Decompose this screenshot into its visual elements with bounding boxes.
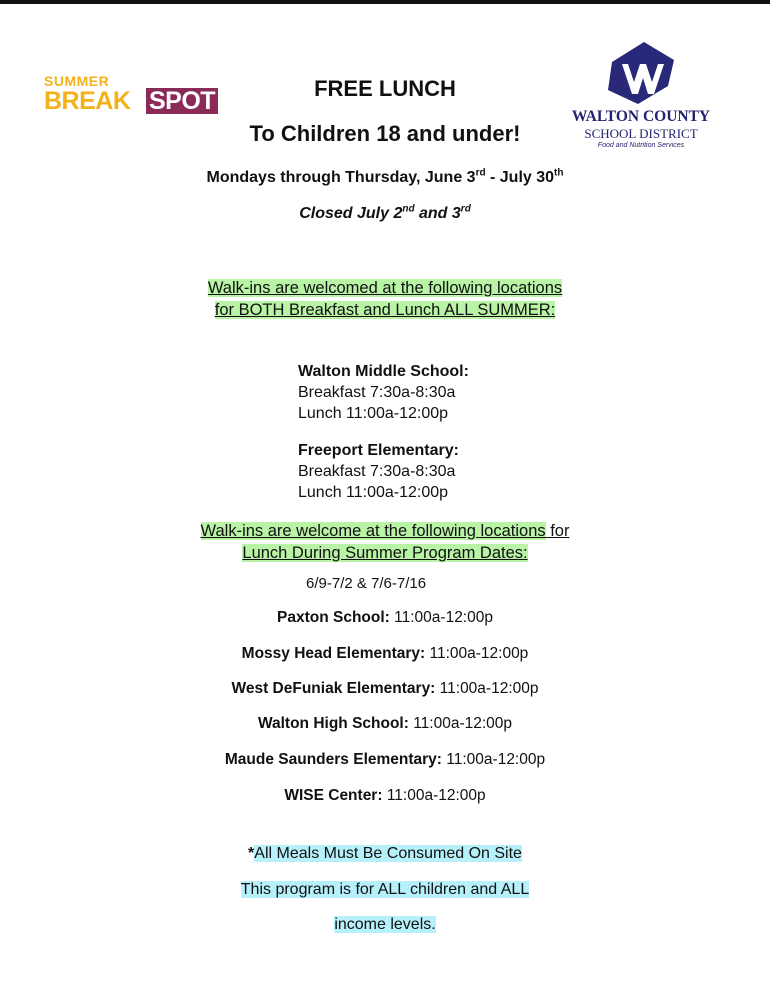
footer-income-levels: income levels. xyxy=(334,916,436,933)
location-breakfast: Breakfast 7:30a-8:30a xyxy=(298,384,456,401)
closed-line xyxy=(0,204,770,224)
lunch-location-name: Walton High School: xyxy=(257,715,409,732)
lunch-location-row xyxy=(0,679,770,699)
footer-all-children: This program is for ALL children and ALL xyxy=(240,881,530,898)
dates-sup2: th xyxy=(554,167,564,179)
location-freeport-elementary xyxy=(298,440,459,503)
dates-pre: Mondays through Thursday, June 3 xyxy=(206,169,476,186)
lunch-location-time: 11:00a-12:00p xyxy=(425,645,529,662)
footer-line3 xyxy=(0,914,770,936)
section1-line2: for BOTH Breakfast and Lunch ALL SUMMER: xyxy=(214,301,556,319)
closed-sup2: rd xyxy=(460,203,471,215)
closed-mid: and 3 xyxy=(414,205,461,222)
lunch-location-row xyxy=(0,644,770,664)
footer-asterisk: * xyxy=(248,845,255,862)
location-breakfast: Breakfast 7:30a-8:30a xyxy=(298,463,456,480)
lunch-location-name: Maude Saunders Elementary: xyxy=(224,751,442,768)
location-walton-middle xyxy=(298,361,469,424)
lunch-location-row xyxy=(0,750,770,770)
footer-consumed-on-site: All Meals Must Be Consumed On Site xyxy=(254,845,522,862)
section2-heading xyxy=(0,520,770,564)
top-border xyxy=(0,0,770,4)
lunch-location-time: 11:00a-12:00p xyxy=(382,787,486,804)
program-dates: 6/9-7/2 & 7/6-7/16 xyxy=(306,575,427,592)
dates-sup1: rd xyxy=(475,167,486,179)
lunch-location-time: 11:00a-12:00p xyxy=(441,751,546,768)
lunch-location-row xyxy=(0,608,770,628)
footer-line2 xyxy=(0,879,770,901)
location-name: Freeport Elementary: xyxy=(298,442,459,459)
location-lunch: Lunch 11:00a-12:00p xyxy=(298,484,449,501)
walton-logo-line2: SCHOOL DISTRICT xyxy=(584,126,698,141)
walton-logo-line3: Food and Nutrition Services xyxy=(597,142,685,149)
lunch-location-time: 11:00a-12:00p xyxy=(389,609,493,626)
section1-line1: Walk-ins are welcomed at the following locations xyxy=(207,279,563,297)
section2-line1b: for xyxy=(545,522,570,540)
lunch-location-name: West DeFuniak Elementary: xyxy=(231,680,436,697)
walton-logo-line1: WALTON COUNTY xyxy=(571,108,711,125)
title-children: To Children 18 and under! xyxy=(249,121,521,146)
lunch-location-name: WISE Center: xyxy=(284,787,383,804)
lunch-location-name: Mossy Head Elementary: xyxy=(241,645,426,662)
lunch-location-time: 11:00a-12:00p xyxy=(435,680,539,697)
logo-spot-text: SPOT xyxy=(146,88,218,114)
location-lunch: Lunch 11:00a-12:00p xyxy=(298,405,449,422)
logo-break-text: BREAK xyxy=(44,87,131,115)
section1-heading xyxy=(0,277,770,321)
lunch-location-name: Paxton School: xyxy=(277,609,390,626)
dates-mid: - July 30 xyxy=(485,169,555,186)
lunch-location-time: 11:00a-12:00p xyxy=(408,715,513,732)
lunch-location-row xyxy=(0,786,770,806)
location-name: Walton Middle School: xyxy=(298,363,469,380)
closed-sup1: nd xyxy=(402,203,415,215)
section2-line1a: Walk-ins are welcome at the following locations xyxy=(200,522,546,540)
dates-line xyxy=(0,168,770,188)
section2-line2: Lunch During Summer Program Dates: xyxy=(242,544,528,562)
lunch-location-row xyxy=(0,714,770,734)
title-free-lunch: FREE LUNCH xyxy=(314,76,456,101)
logo-summer-text: SUMMER xyxy=(44,73,110,89)
footer-line1 xyxy=(0,843,770,865)
closed-pre: Closed July 2 xyxy=(299,205,403,222)
